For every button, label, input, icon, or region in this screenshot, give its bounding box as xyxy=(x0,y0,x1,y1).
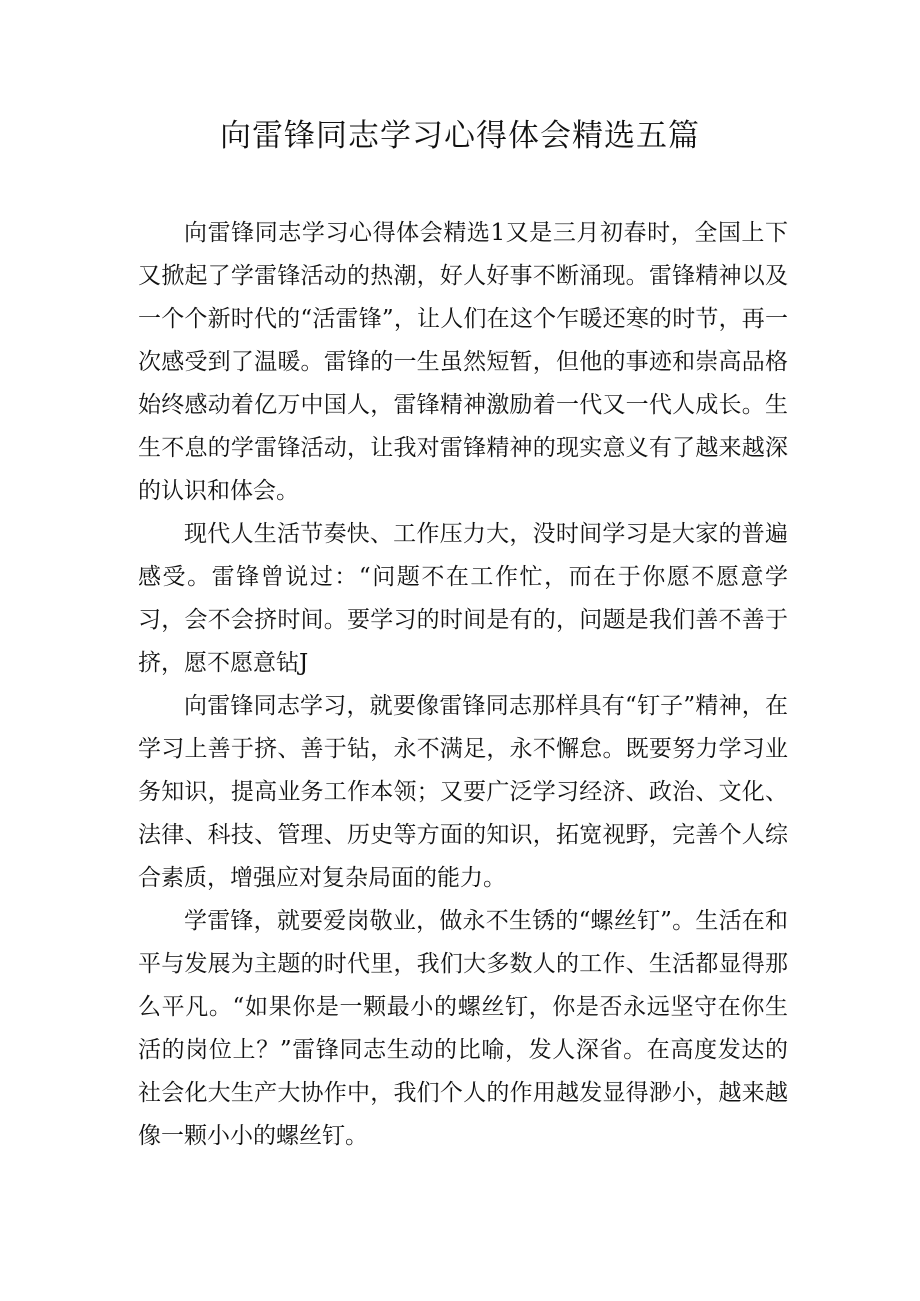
paragraph-2: 现代人生活节奏快、工作压力大，没时间学习是大家的普遍感受。雷锋曾说过：“问题不在工作忙，而在于你愿不愿意学习，会不会挤时间。要学习的时间是有的，问题是我们善不善于挤，愿不愿意钻J xyxy=(138,521,788,676)
document-body xyxy=(138,212,788,1158)
paragraph-3: 向雷锋同志学习，就要像雷锋同志那样具有“钉子”精神，在学习上善于挤、善于钻，永不满足，永不懈怠。既要努力学习业务知识，提高业务工作本领；又要广泛学习经济、政治、文化、法律、科技、管理、历史等方面的知识，拓宽视野，完善个人综合素质，增强应对复杂局面的能力。 xyxy=(138,693,788,891)
document-title: 向雷锋同志学习心得体会精选五篇 xyxy=(220,118,700,154)
paragraph-1: 向雷锋同志学习心得体会精选1又是三月初春时，全国上下又掀起了学雷锋活动的热潮，好人好事不断涌现。雷锋精神以及一个个新时代的“活雷锋”，让人们在这个乍暖还寒的时节，再一次感受到了温暖。雷锋的一生虽然短暂，但他的事迹和崇高品格始终感动着亿万中国人，雷锋精神激励着一代又一代人成长。生生不息的学雷锋活动，让我对雷锋精神的现实意义有了越来越深的认识和体会。 xyxy=(138,220,788,504)
paragraph-4: 学雷锋，就要爱岗敬业，做永不生锈的“螺丝钉”。生活在和平与发展为主题的时代里，我们大多数人的工作、生活都显得那么平凡。“如果你是一颗最小的螺丝钉，你是否永远坚守在你生活的岗位上？”雷锋同志生动的比喻，发人深省。在高度发达的社会化大生产大协作中，我们个人的作用越发显得渺小，越来越像一颗小小的螺丝钉。 xyxy=(138,908,788,1149)
